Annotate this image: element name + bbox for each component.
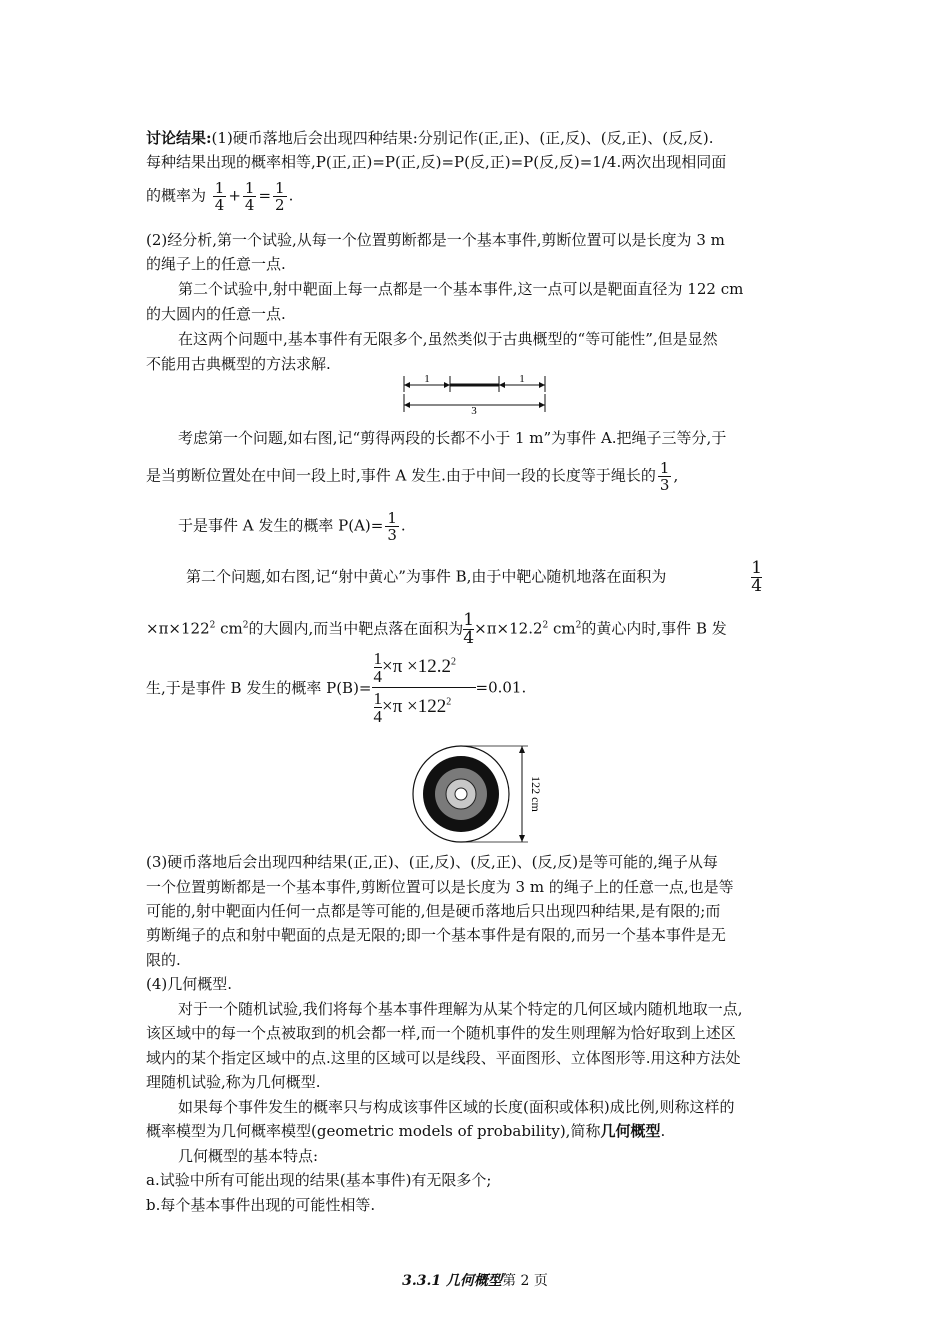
footer-title: 3.3.1 几何概型 (402, 1273, 503, 1289)
definition-line: 概率模型为几何概率模型(geometric models of probability),简称几何概型. (146, 1122, 666, 1140)
paragraph-line: 的绳子上的任意一点. (146, 255, 286, 273)
paragraph-line-with-fraction: $\times\pi\times 122^2$ $cm^2$的大圆内,而当中靶点落在面积为 $\frac{1}{4}$ $\times\pi\times 12.2^2$ $cm^2$的黄心内时,事件 B 发 (146, 610, 727, 648)
list-item: a.试验中所有可能出现的结果(基本事件)有无限多个; (146, 1171, 492, 1189)
paragraph-line: 几何概型的基本特点: (178, 1147, 319, 1165)
fraction-one-half: $\frac{1}{2}$ (275, 179, 285, 214)
paragraph-line: (2)经分析,第一个试验,从每一个位置剪断都是一个基本事件,剪断位置可以是长度为 3 m (146, 231, 725, 249)
paragraph-line: 一个位置剪断都是一个基本事件,剪断位置可以是长度为 3 m 的绳子上的任意一点,也是等 (146, 878, 734, 896)
page-footer (0, 1270, 950, 1290)
discussion-line-1: 讨论结果:(1)硬币落地后会出现四种结果:分别记作(正,正)、(正,反)、(反,正)、(反,反). (146, 129, 714, 147)
rope-diagram (398, 370, 550, 416)
paragraph-line: 的大圆内的任意一点. (146, 305, 286, 323)
paragraph-line-with-fraction: 于是事件 A 发生的概率 P(A)= $\frac{1}{3}$ . (178, 509, 406, 544)
fraction-one-quarter: $\frac{1}{4}$ (463, 610, 475, 648)
fraction-one-quarter: $\frac{1}{4}$ (244, 179, 255, 214)
fraction-one-quarter: $\frac{1}{4}$ (214, 179, 225, 214)
paragraph-line: 不能用古典概型的方法求解. (146, 355, 331, 373)
probability-formula-line: 生,于是事件 B 发生的概率 P(B)= $\frac{1}{4}$ $\times\pi \times 12.2^2$ $\frac{1}{4}$ $\times\pi \times 122^2$ =0.01. (146, 649, 527, 726)
paragraph-line-with-fractions: 的概率为 $\frac{1}{4}$ + $\frac{1}{4}$ = $\frac{1}{2}$ . (146, 179, 294, 214)
paragraph-line: 限的. (146, 951, 181, 969)
paragraph-line: 该区域中的每一个点被取到的机会都一样,而一个随机事件的发生则理解为恰好取到上述区 (146, 1024, 736, 1042)
paragraph-line: 每种结果出现的概率相等,P(正,正)=P(正,反)=P(反,正)=P(反,反)=1/4.两次出现相同面 (146, 153, 727, 171)
rope-segment-label: 1 (519, 373, 525, 385)
paragraph-line: 可能的,射中靶面内任何一点都是等可能的,但是硬币落地后只出现四种结果,是有限的;而 (146, 902, 721, 920)
section-heading: (4)几何概型. (146, 975, 233, 993)
fraction-one-third: $\frac{1}{3}$ (387, 509, 397, 544)
paragraph-line-with-fraction: 是当剪断位置处在中间一段上时,事件 A 发生.由于中间一段的长度等于绳长的 $\frac{1}{3}$ , (146, 459, 679, 494)
target-diameter-label: 122 cm (529, 776, 543, 812)
paragraph-line: 第二个试验中,射中靶面上每一点都是一个基本事件,这一点可以是靶面直径为 122 cm (178, 280, 744, 298)
paragraph-line-with-fraction: 第二个问题,如右图,记“射中黄心”为事件 B,由于中靶心随机地落在面积为 $\frac{1}{4}$ (186, 558, 763, 596)
paragraph-line: (3)硬币落地后会出现四种结果(正,正)、(正,反)、(反,正)、(反,反)是等可能的,绳子从每 (146, 853, 718, 871)
term-geometric-probability: 几何概型 (600, 1122, 661, 1140)
probability-fraction: $\frac{1}{4}$ $\times\pi \times 12.2^2$ $\frac{1}{4}$ $\times\pi \times 122^2$ (372, 648, 476, 727)
list-item: b.每个基本事件出现的可能性相等. (146, 1196, 376, 1214)
rope-total-label: 3 (471, 405, 477, 416)
discussion-label: 讨论结果: (146, 129, 212, 147)
paragraph-line: 域内的某个指定区域中的点.这里的区域可以是线段、平面图形、立体图形等.用这种方法处 (146, 1049, 741, 1067)
footer-page-number: 第 2 页 (502, 1273, 548, 1289)
rope-segment-label: 1 (424, 373, 430, 385)
paragraph-line: 如果每个事件发生的概率只与构成该事件区域的长度(面积或体积)成比例,则称这样的 (178, 1098, 735, 1116)
paragraph-line: 对于一个随机试验,我们将每个基本事件理解为从某个特定的几何区域内随机地取一点, (178, 1000, 743, 1018)
target-diagram (410, 744, 550, 844)
paragraph-line: 在这两个问题中,基本事件有无限多个,虽然类似于古典概型的“等可能性”,但是显然 (178, 330, 718, 348)
paragraph-line: 理随机试验,称为几何概型. (146, 1073, 321, 1091)
paragraph-line: 剪断绳子的点和射中靶面的点是无限的;即一个基本事件是有限的,而另一个基本事件是无 (146, 926, 726, 944)
fraction-one-third: $\frac{1}{3}$ (659, 459, 670, 494)
paragraph-line: 考虑第一个问题,如右图,记“剪得两段的长都不小于 1 m”为事件 A.把绳子三等分,于 (178, 429, 727, 447)
fraction-one-quarter: $\frac{1}{4}$ (751, 558, 763, 596)
